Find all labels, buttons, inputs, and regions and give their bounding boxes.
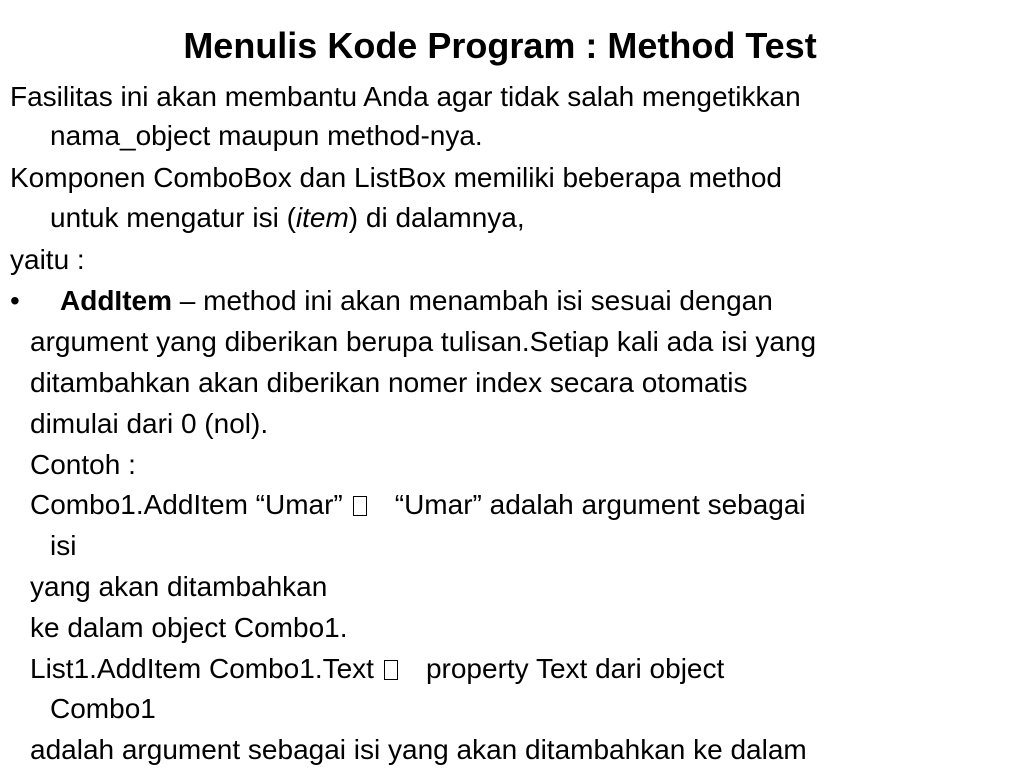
example2-code: List1.AddItem Combo1.Text	[30, 653, 374, 684]
para3-text: yaitu :	[10, 244, 85, 275]
line-yang: yang akan ditambahkan	[30, 571, 328, 602]
bullet-line1	[60, 284, 773, 318]
para1-line2: nama_object maupun method-nya.	[50, 120, 483, 151]
para2-line1: Komponen ComboBox dan ListBox memiliki beberapa method	[10, 162, 782, 193]
slide-title: Menulis Kode Program : Method Test	[183, 25, 817, 66]
example1-cont: isi	[50, 530, 77, 561]
example1-code: Combo1.AddItem “Umar”	[30, 489, 343, 520]
example1-line	[30, 488, 806, 522]
bullet-marker: •	[10, 285, 20, 316]
bullet-line3: ditambahkan akan diberikan nomer index secara otomatis	[30, 367, 748, 398]
example2-line	[30, 652, 724, 686]
bullet-line5: Contoh :	[30, 449, 136, 480]
example2-cont: Combo1	[50, 693, 156, 724]
line-ke: ke dalam object Combo1.	[30, 612, 348, 643]
arrow-icon	[353, 496, 367, 516]
bullet-line1-rest: – method ini akan menambah isi sesuai dengan	[172, 285, 773, 316]
para1-line1: Fasilitas ini akan membantu Anda agar tidak salah mengetikkan	[10, 81, 801, 112]
example1-desc: “Umar” adalah argument sebagai	[394, 489, 806, 520]
para2-line2-italic: item	[295, 202, 349, 233]
arrow-icon	[384, 660, 398, 680]
para2-line2	[50, 201, 525, 235]
example2-desc: property Text dari object	[425, 653, 725, 684]
line-last: adalah argument sebagai isi yang akan ditambahkan ke dalam	[30, 734, 807, 765]
para2-line2-pre: untuk mengatur isi (	[50, 202, 296, 233]
para2-line2-post: ) di dalamnya,	[348, 202, 525, 233]
bullet-line2: argument yang diberikan berupa tulisan.Setiap kali ada isi yang	[30, 326, 817, 357]
bullet-line4: dimulai dari 0 (nol).	[30, 408, 269, 439]
bullet-term: AddItem	[60, 285, 172, 316]
